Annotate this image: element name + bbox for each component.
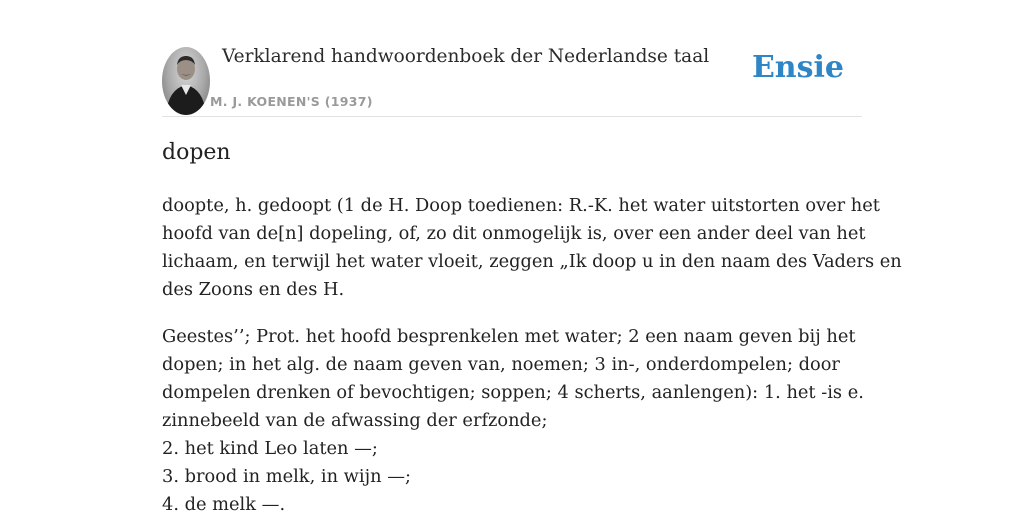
dictionary-author: M. J. KOENEN'S (1937): [210, 94, 373, 109]
entry-headword: dopen: [162, 140, 231, 165]
definition-line: zinnebeeld van de afwassing der erfzonde;: [162, 410, 548, 431]
definition-line: des Zoons en des H.: [162, 279, 345, 300]
definition-line: dompelen drenken of bevochtigen; soppen; 4 scherts, aanlengen): 1. het -is e.: [162, 382, 864, 403]
dictionary-header: [162, 0, 862, 117]
ensie-logo-link[interactable]: Ensie: [751, 50, 844, 85]
definition-line: doopte, h. gedoopt (1 de H. Doop toedienen: R.-K. het water uitstorten over het: [162, 195, 880, 216]
definition-line: Geestes’’; Prot. het hoofd besprenkelen met water; 2 een naam geven bij het: [162, 326, 856, 347]
author-portrait-icon: [162, 47, 210, 115]
definition-line: lichaam, en terwijl het water vloeit, zeggen „Ik doop u in den naam des Vaders en: [162, 251, 902, 272]
page-content: [162, 0, 902, 515]
definition-line: hoofd van de[n] dopeling, of, zo dit onmogelijk is, over een ander deel van het: [162, 223, 866, 244]
definition-line: dopen; in het alg. de naam geven van, noemen; 3 in-, onderdompelen; door: [162, 354, 840, 375]
example-line: 2. het kind Leo laten —;: [162, 438, 378, 459]
dictionary-title: Verklarend handwoordenboek der Nederlandse taal: [222, 46, 710, 67]
entry-definition-paragraph-1: [162, 192, 902, 304]
entry-definition-paragraph-2: [162, 323, 862, 519]
example-line: 4. de melk —.: [162, 494, 286, 515]
example-line: 3. brood in melk, in wijn —;: [162, 466, 411, 487]
